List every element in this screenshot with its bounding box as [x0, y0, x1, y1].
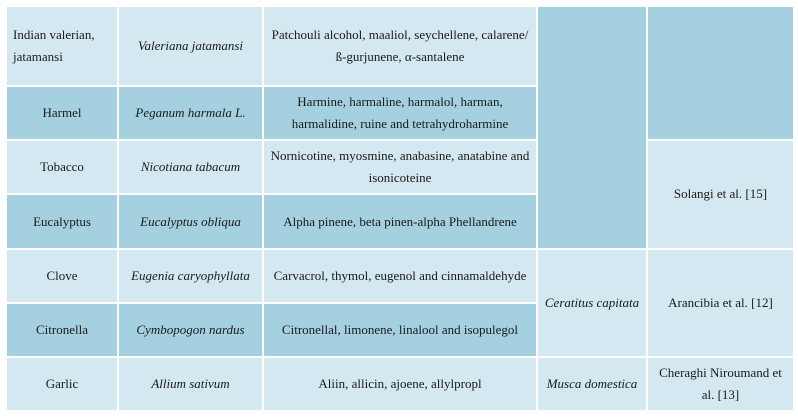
- species-cell: Peganum harmala L.: [118, 86, 263, 140]
- species-cell: Nicotiana tabacum: [118, 140, 263, 194]
- table-row: [6, 140, 794, 194]
- common-name-cell: Eucalyptus: [6, 194, 118, 248]
- target-cell: [537, 6, 647, 249]
- compounds-cell: Aliin, allicin, ajoene, allylpropl: [263, 357, 537, 411]
- common-name-cell: Citronella: [6, 303, 118, 357]
- reference-cell: Arancibia et al. [12]: [647, 249, 794, 357]
- species-cell: Valeriana jatamansi: [118, 6, 263, 86]
- target-cell: Ceratitus capitata: [537, 249, 647, 357]
- species-cell: Cymbopogon nardus: [118, 303, 263, 357]
- species-cell: Allium sativum: [118, 357, 263, 411]
- compounds-cell: Nornicotine, myosmine, anabasine, anatabine and isonicoteine: [263, 140, 537, 194]
- compounds-cell: Harmine, harmaline, harmalol, harman, harmalidine, ruine and tetrahydroharmine: [263, 86, 537, 140]
- reference-cell: Cheraghi Niroumand et al. [13]: [647, 357, 794, 411]
- common-name-cell: Garlic: [6, 357, 118, 411]
- common-name-cell: Indian valerian, jatamansi: [6, 6, 118, 86]
- species-cell: Eugenia caryophyllata: [118, 249, 263, 303]
- target-cell: Musca domestica: [537, 357, 647, 411]
- table-row: [6, 357, 794, 411]
- compounds-cell: Citronellal, limonene, linalool and isopulegol: [263, 303, 537, 357]
- compounds-cell: Carvacrol, thymol, eugenol and cinnamaldehyde: [263, 249, 537, 303]
- species-cell: Eucalyptus obliqua: [118, 194, 263, 248]
- compounds-cell: Patchouli alcohol, maaliol, seychellene, calarene/ß-gurjunene, α-santalene: [263, 6, 537, 86]
- table-row: [6, 6, 794, 86]
- table-row: [6, 249, 794, 303]
- common-name-cell: Harmel: [6, 86, 118, 140]
- common-name-cell: Tobacco: [6, 140, 118, 194]
- essential-oil-table: [5, 5, 795, 412]
- reference-cell: Solangi et al. [15]: [647, 140, 794, 248]
- compounds-cell: Alpha pinene, beta pinen-alpha Phellandrene: [263, 194, 537, 248]
- reference-cell: [647, 6, 794, 140]
- common-name-cell: Clove: [6, 249, 118, 303]
